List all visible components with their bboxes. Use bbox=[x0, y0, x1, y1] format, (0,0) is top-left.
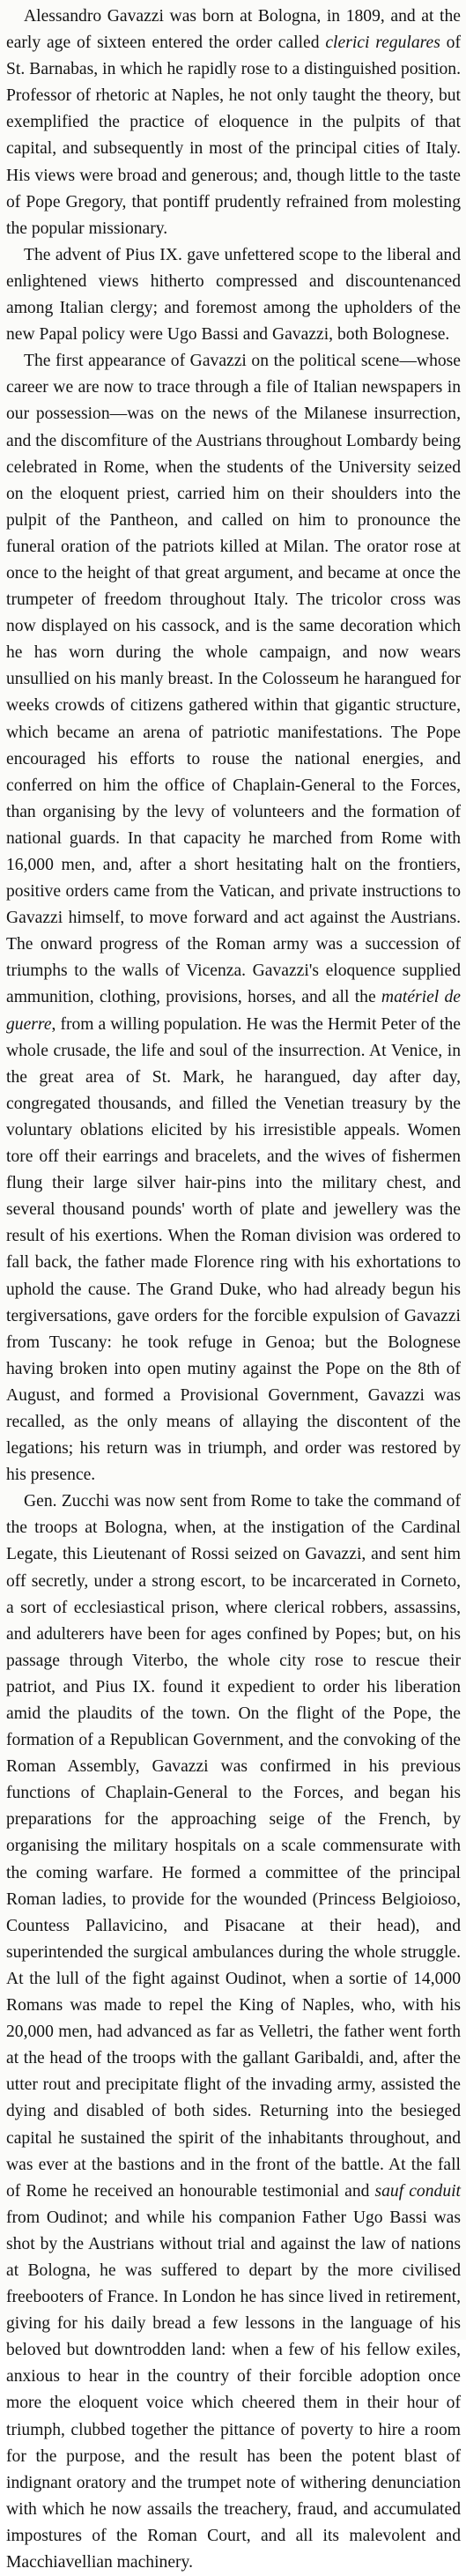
paragraph-1-run-3: of St. Barnabas, in which he rapidly rose to a distinguished position. Professor of rhetoric at Naples, he not only taught the theory, but exemplified the practice of eloquence in the pulpits of that capital, and subsequently in most of the principal cities of Italy. His views were broad and generous; and, though little to the taste of Pope Gregory, that pontiff prudently refrained from molesting the popular missionary. bbox=[6, 33, 462, 238]
paragraph-3-italic-materiel-de-guerre: matériel de guerre bbox=[6, 988, 461, 1034]
paragraph-4-italic-sauf-conduit: sauf conduit bbox=[374, 2181, 461, 2201]
paragraph-4-run-3: from Oudinot; and while his companion Father Ugo Bassi was shot by the Austrians without trial and against the law of nations at Bologna, he was suffered to depart by the more civilised freebooters of France. In London he has since lived in retirement, giving for his daily bread a few lessons in the language of his beloved but downtrodden land: when a few of his fellow exiles, anxious to hear in the country of their forcible adoption once more the eloquent voice which cheered them in their hour of triumph, clubbed together the pittance of poverty to hire a room for the purpose, and the result has been the potent blast of indignant oratory and the trumpet note of withering denunciation with which he now assails the treachery, fraud, and accumulated impostures of the Roman Court, and all its malevolent and Macchiavellian machinery. bbox=[6, 2208, 461, 2572]
article-paragraph-3 bbox=[6, 348, 461, 1488]
paragraph-1-run-1: Alessandro Gavazzi was born at Bologna, in 1809, and at the early age of sixteen entered the order called bbox=[6, 7, 461, 53]
paragraph-4-run-1: Gen. Zucchi was now sent from Rome to take the command of the troops at Bologna, when, at the instigation of the Cardinal Legate, this Lieutenant of Rossi seized on Gavazzi, and sent him off secretly, under a strong escort, to be incarcerated in Corneto, a sort of ecclesiastical prison, where clerical robbers, assassins, and adulterers have been for ages confined by Popes; but, on his passage through Viterbo, the whole city rose to rescue their patriot, and Pius IX. found it expedient to order his liberation amid the plaudits of the town. On the flight of the Pope, the formation of a Republican Government, and the convoking of the Roman Assembly, Gavazzi was confirmed in his previous functions of Chaplain-General to the Forces, and began his preparations for the approaching seige of the French, by organising the military hospitals on a scale commensurate with the coming warfare. He formed a committee of the principal Roman ladies, to provide for the wounded (Princess Belgioioso, Countess Pallavicino, and Pisacane at their head), and superintended the surgical ambulances during the whole struggle. At the lull of the fight against Oudinot, when a sortie of 14,000 Romans was made to repel the King of Naples, who, with his 20,000 men, had advanced as far as Velletri, the father went forth at the head of the troops with the gallant Garibaldi, and, after the utter rout and precipitate flight of the invading army, assisted the dying and disabled of both sides. Returning into the besieged capital he sustained the spirit of the inhabitants throughout, and was ever at the bastions and in the front of the battle. At the fall of Rome he received an honourable testimonial and bbox=[6, 1492, 461, 2201]
article-paragraph-1 bbox=[6, 4, 461, 242]
article-paragraph-4 bbox=[6, 1488, 461, 2576]
paragraph-3-run-1: The first appearance of Gavazzi on the political scene—whose career we are now to trace through a file of Italian newspapers in our possession—was on the news of the Milanese insurrection, and the discomfiture of the Austrians throughout Lombardy being celebrated in Rome, when the students of the University seized on the eloquent priest, carried him on their shoulders into the pulpit of the Pantheon, and called on him to pronounce the funeral oration of the patriots killed at Milan. The orator rose at once to the height of that great argument, and became at once the trumpeter of freedom throughout Italy. The tricolor cross was now displayed on his cassock, and is the same decoration which he has worn during the whole campaign, and now wears unsullied on his manly breast. In the Colosseum he harangued for weeks crowds of citizens gathered within that gigantic structure, which became an arena of patriotic manifestations. The Pope encouraged his efforts to rouse the national energies, and conferred on him the office of Chaplain-General to the Forces, than organising by the levy of volunteers and the formation of national guards. In that capacity he marched from Rome with 16,000 men, and, after a short hesitating halt on the frontiers, positive orders came from the Vatican, and private instructions to Gavazzi himself, to move forward and act against the Austrians. The onward progress of the Roman army was a succession of triumphs to the walls of Vicenza. Gavazzi's eloquence supplied ammunition, clothing, provisions, horses, and all the bbox=[6, 352, 461, 1007]
article-body bbox=[6, 4, 461, 2576]
paragraph-2-run-1: The advent of Pius IX. gave unfettered scope to the liberal and enlightened views hitherto compressed and discountenanced among Italian clergy; and foremost among the upholders of the new Papal policy were Ugo Bassi and Gavazzi, both Bolognese. bbox=[6, 245, 461, 345]
paragraph-3-run-3: , from a willing population. He was the Hermit Peter of the whole crusade, the life and soul of the insurrection. At Venice, in the great area of St. Mark, he harangued, day after day, congregated thousands, and filled the Venetian treasury by the voluntary oblations elicited by his irresistible appeals. Women tore off their earrings and bracelets, and the wives of fishermen flung their large silver hair-pins into the military chest, and several thousand pounds' worth of plate and jewellery was the result of his exertions. When the Roman division was ordered to fall back, the father made Florence ring with his exhortations to uphold the cause. The Grand Duke, who had already begun his tergiversations, gave orders for the forcible expulsion of Gavazzi from Tuscany: he took refuge in Genoa; but the Bolognese having broken into open mutiny against the Pope on the 8th of August, and formed a Provisional Government, Gavazzi was recalled, as the only means of allaying the discontent of the legations; his return was in triumph, and order was restored by his presence. bbox=[6, 1014, 461, 1485]
paragraph-1-italic-clerici-regulares: clerici regulares bbox=[325, 33, 440, 53]
article-paragraph-2 bbox=[6, 242, 461, 348]
